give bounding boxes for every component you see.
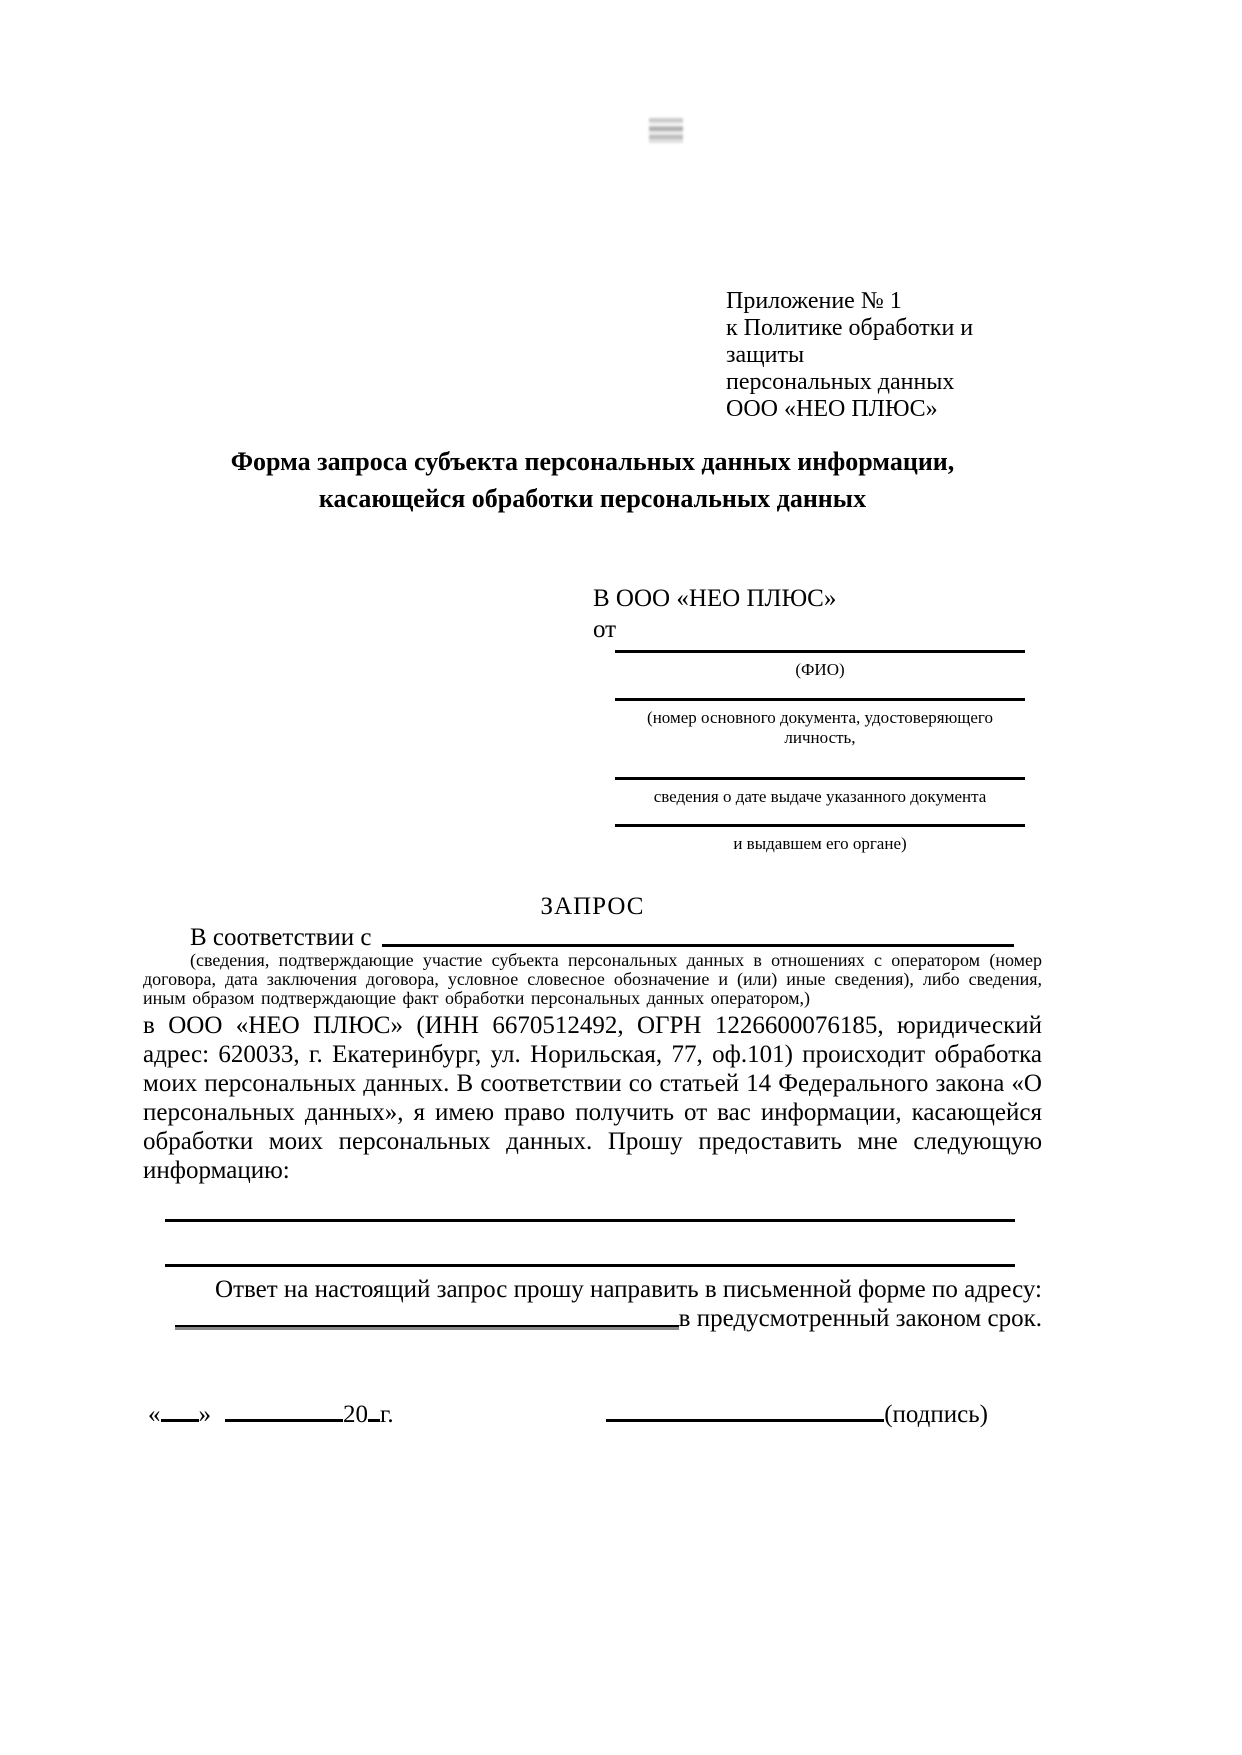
annex-line-3: персональных данных <box>726 369 955 395</box>
info-blank-line-1 <box>165 1219 1015 1222</box>
request-intro-text: В соответствии с <box>190 924 372 951</box>
fio-blank-line <box>615 650 1025 653</box>
form-title-line2: касающейся обработки персональных данных <box>318 484 867 513</box>
intro-footnote: (сведения, подтверждающие участие субъекта персональных данных в отношениях с оператором (номер договора, дата заключения договора, условное словесное обозначение и (или) иные сведения), либо сведения, иным образом подтверждающие факт обработки персональных данных оператором,) <box>143 950 1042 1008</box>
fio-caption: (ФИО) <box>795 660 845 679</box>
day-blank-line <box>161 1397 199 1422</box>
request-intro-row <box>143 924 1042 951</box>
issuing-authority-blank-line <box>615 824 1025 827</box>
annex-line-1: Приложение № 1 <box>726 288 902 314</box>
info-blank-line-2 <box>165 1264 1015 1267</box>
month-blank-line <box>225 1397 343 1422</box>
signature-caption: (подпись) <box>884 1401 988 1428</box>
annex-line-4: ООО «НЕО ПЛЮС» <box>726 396 938 422</box>
document-content <box>143 0 1042 1429</box>
reply-intro: Ответ на настоящий запрос прошу направить в письменной форме по адресу: <box>215 1276 1042 1303</box>
document-number-blank-line <box>615 698 1025 701</box>
date-open-quote: « <box>148 1401 161 1428</box>
signature-field <box>606 1397 988 1429</box>
date-field <box>148 1397 394 1429</box>
document-number-caption: (номер основного документа, удостоверяющего личность, <box>647 708 993 747</box>
basis-blank-line <box>382 944 1014 947</box>
address-blank-line <box>175 1322 679 1330</box>
addressee-block <box>593 583 1025 854</box>
issue-date-blank-line <box>615 777 1025 780</box>
form-title <box>143 443 1042 517</box>
year-prefix: 20 <box>343 1401 368 1428</box>
date-close-quote: » <box>198 1401 211 1428</box>
request-heading: ЗАПРОС <box>540 893 645 920</box>
signature-blank-line <box>606 1397 884 1422</box>
addressee-from: от <box>593 616 617 643</box>
year-suffix: г. <box>380 1401 394 1428</box>
form-title-line1: Форма запроса субъекта персональных данных информации, <box>230 447 955 476</box>
addressee-to: В ООО «НЕО ПЛЮС» <box>593 585 837 612</box>
signature-row <box>143 1397 1042 1429</box>
reply-suffix: в предусмотренный законом срок. <box>678 1305 1042 1332</box>
year-blank-line <box>368 1397 380 1422</box>
reply-row <box>143 1304 1042 1333</box>
annex-header <box>726 288 1042 423</box>
request-body: в ООО «НЕО ПЛЮС» (ИНН 6670512492, ОГРН 1226600076185, юридический адрес: 620033, г. Екатеринбург, ул. Норильская, 77, оф.101) происходит обработка моих персональных данных. В соответствии со статьей 14 Федерального закона «О персональных данных», я имею право получить от вас информации, касающейся обработки моих персональных данных. Прошу предоставить мне следующую информацию: <box>143 1012 1042 1184</box>
annex-line-2: к Политике обработки и защиты <box>726 315 974 368</box>
issuing-authority-caption: и выдавшем его органе) <box>733 834 907 853</box>
issue-date-caption: сведения о дате выдаче указанного документа <box>653 787 987 806</box>
